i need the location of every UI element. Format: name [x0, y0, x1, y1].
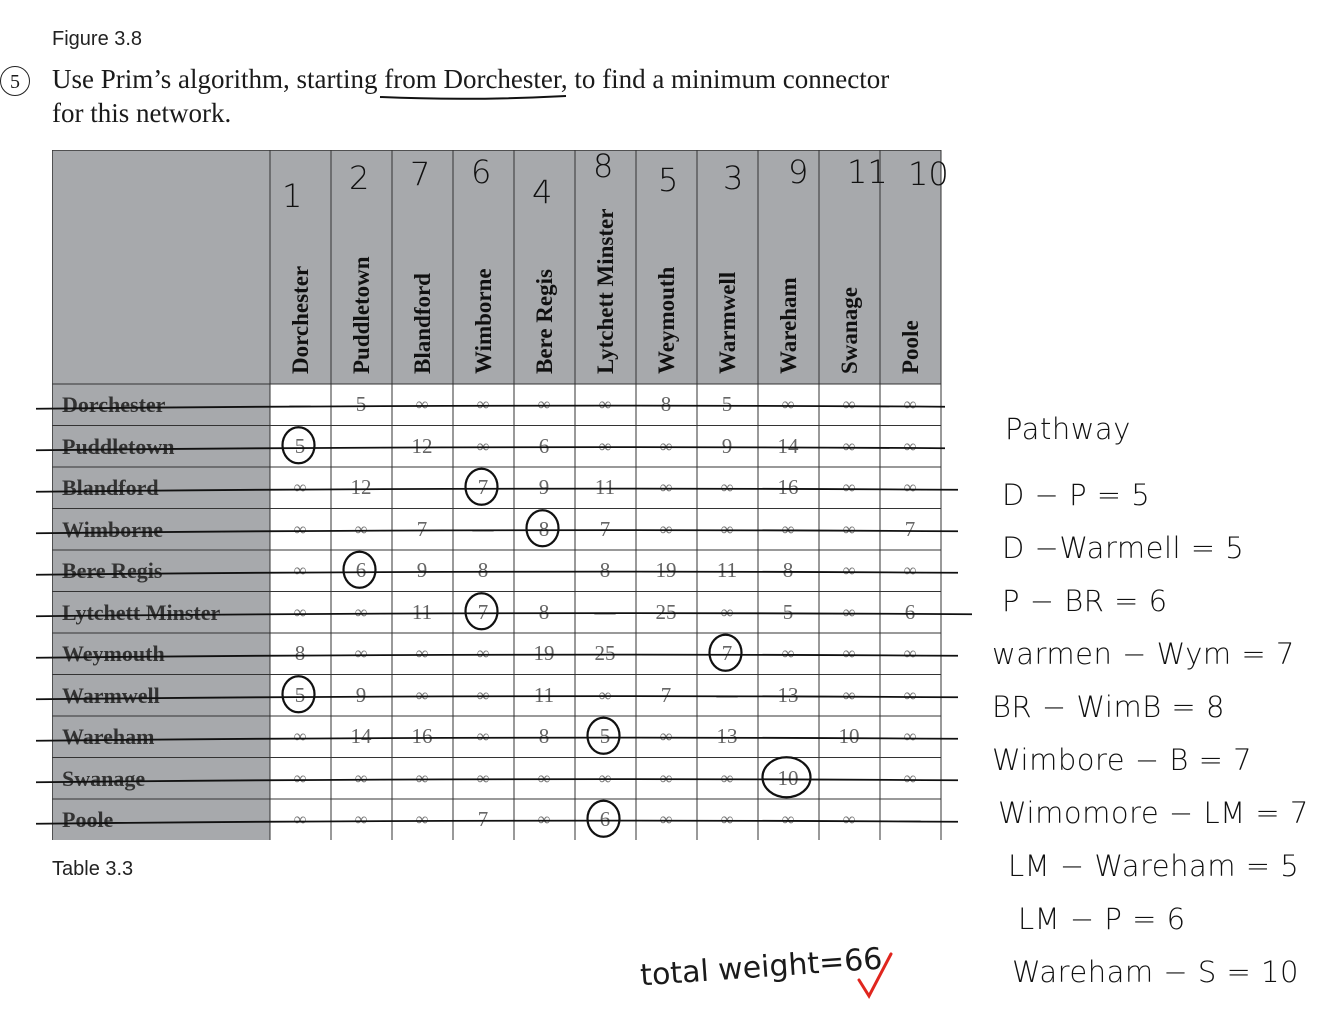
column-header: Blandford [409, 273, 435, 374]
table-cell: ∞ [842, 518, 856, 539]
table-cell: ∞ [354, 601, 368, 622]
table-caption: Table 3.3 [52, 858, 134, 880]
table-cell: ∞ [415, 394, 429, 414]
table-cell: ∞ [659, 435, 673, 456]
table-cell: ∞ [354, 518, 368, 539]
table-cell: 8 [294, 641, 306, 665]
column-order-number: 6 [471, 153, 492, 191]
table-cell: ∞ [720, 767, 734, 788]
column-header: Bere Regis [531, 269, 557, 374]
table-cell: ∞ [720, 518, 734, 539]
table-cell: 6 [599, 807, 611, 831]
table-cell: 25 [594, 641, 616, 665]
table-cell: ∞ [598, 435, 612, 456]
column-header: Wimborne [470, 268, 496, 374]
table-cell: 8 [599, 558, 611, 582]
table-cell: 9 [355, 682, 367, 707]
table-cell: ∞ [659, 477, 673, 497]
table-cell: ∞ [659, 518, 673, 539]
table-cell: 12 [411, 433, 433, 458]
row-header: Swanage [62, 765, 146, 791]
pathway-step: D −Warmell = 5 [1002, 531, 1245, 565]
table-cell: ∞ [842, 684, 856, 705]
table-cell: 11 [533, 682, 555, 707]
table-cell: ∞ [476, 684, 490, 705]
table-cell: 8 [660, 392, 672, 416]
table-cell: 7 [477, 807, 489, 831]
table-cell: 7 [416, 516, 428, 541]
table-cell: 19 [533, 641, 555, 665]
column-header: Weymouth [653, 266, 679, 374]
column-header: Poole [897, 320, 923, 374]
column-header: Swanage [836, 287, 862, 374]
table-cell: 5 [721, 392, 733, 416]
column-order-number: 4 [532, 173, 553, 211]
table-cell: — [777, 724, 799, 748]
column-order-number: 5 [658, 161, 679, 199]
table-cell: 7 [477, 475, 489, 499]
table-cell: 8 [782, 558, 794, 582]
table-cell: — [716, 682, 738, 707]
column-header: Wareham [775, 277, 801, 374]
table-cell: 7 [904, 516, 916, 541]
table-cell: 13 [716, 724, 738, 748]
table-cell: 9 [721, 433, 733, 458]
table-cell: 7 [599, 516, 611, 541]
table-cell: ∞ [476, 726, 490, 746]
table-cell: — [350, 433, 372, 458]
pathway-step: BR − WimB = 8 [992, 690, 1225, 724]
table-cell: 5 [599, 724, 611, 748]
table-cell: 11 [594, 475, 616, 499]
column-order-number: 1 [282, 177, 303, 215]
table-cell: ∞ [659, 809, 673, 829]
row-header: Bere Regis [62, 558, 163, 583]
column-header: Puddletown [348, 256, 374, 374]
question-text-line-1: Use Prim’s algorithm, starting from Dorchester, to find a minimum connector [52, 64, 890, 94]
column-order-number: 7 [410, 155, 431, 193]
table-cell: 14 [350, 724, 372, 748]
table-cell: ∞ [598, 394, 612, 414]
table-cell: ∞ [720, 809, 734, 829]
column-order-number: 2 [349, 159, 370, 197]
pathway-step: Wimomore − LM = 7 [998, 796, 1309, 830]
table-cell: ∞ [476, 767, 490, 788]
table-cell: ∞ [903, 560, 917, 580]
table-cell: — [533, 558, 555, 582]
row-header: Poole [62, 807, 114, 832]
column-order-number: 9 [788, 153, 809, 191]
row-header: Weymouth [62, 641, 165, 666]
pathway-step: P − BR = 6 [1002, 584, 1168, 618]
table-cell: ∞ [842, 643, 856, 663]
table-cell: ∞ [415, 809, 429, 829]
table-cell: ∞ [842, 477, 856, 497]
pathway-step: Wareham − S = 10 [1012, 955, 1299, 989]
table-cell: 13 [777, 682, 799, 707]
table-cell: ∞ [720, 601, 734, 622]
table-cell: ∞ [476, 643, 490, 663]
pathway-step: LM − P = 6 [1018, 902, 1186, 936]
table-cell: 19 [655, 558, 677, 582]
table-cell: ∞ [842, 435, 856, 456]
distance-table [52, 150, 942, 840]
table-cell: 10 [777, 765, 799, 790]
pathway-step: D − P = 5 [1002, 478, 1151, 512]
row-header: Warmwell [62, 682, 160, 708]
table-cell: 7 [721, 641, 733, 665]
table-cell: — [838, 765, 860, 790]
table-cell: ∞ [781, 809, 795, 829]
table-cell: 16 [777, 475, 799, 499]
table-cell: ∞ [781, 394, 795, 414]
table-cell: ∞ [659, 767, 673, 788]
table-cell: 5 [294, 682, 306, 707]
figure-label: Figure 3.8 [52, 28, 143, 50]
row-header: Lytchett Minster [62, 599, 221, 625]
table-cell: 6 [538, 433, 550, 458]
table-cell: ∞ [293, 560, 307, 580]
table-cell: ∞ [293, 518, 307, 539]
table-cell: ∞ [781, 643, 795, 663]
table-cell: ∞ [720, 477, 734, 497]
table-cell: 8 [477, 558, 489, 582]
column-order-number: 8 [593, 147, 614, 185]
table-cell: ∞ [598, 684, 612, 705]
table-cell: ∞ [842, 560, 856, 580]
table-cell: 8 [538, 516, 550, 541]
row-header: Wareham [62, 724, 155, 749]
column-header: Lytchett Minster [592, 208, 618, 374]
question-number: 5 [0, 66, 30, 96]
table-cell: ∞ [537, 767, 551, 788]
table-cell: — [411, 475, 433, 499]
table-cell: ∞ [293, 809, 307, 829]
table-cell: — [472, 516, 494, 541]
column-header: Warmwell [714, 271, 740, 374]
table-cell: 7 [660, 682, 672, 707]
underline-mark [380, 96, 566, 99]
pathway-step: Wimbore − B = 7 [992, 743, 1253, 777]
table-cell: — [289, 392, 311, 416]
row-header: Blandford [62, 475, 159, 500]
table-cell: ∞ [293, 767, 307, 788]
table-cell: ∞ [293, 601, 307, 622]
column-order-number: 3 [723, 159, 744, 197]
table-cell: ∞ [537, 809, 551, 829]
table-cell: 6 [904, 599, 916, 624]
table-cell: ∞ [903, 643, 917, 663]
table-cell: — [655, 641, 677, 665]
column-header: Dorchester [287, 265, 313, 374]
total-weight: total weight=66 [639, 941, 884, 994]
row-header: Puddletown [62, 433, 175, 459]
table-cell: 8 [538, 599, 550, 624]
table-cell: 25 [655, 599, 677, 624]
table-cell: ∞ [842, 394, 856, 414]
table-cell: — [594, 599, 616, 624]
table-cell: ∞ [659, 726, 673, 746]
table-cell: 14 [777, 433, 799, 458]
table-cell: ∞ [415, 684, 429, 705]
table-cell: 6 [355, 558, 367, 582]
column-order-number: 11 [847, 153, 888, 191]
table-cell: 11 [411, 599, 433, 624]
table-cell: ∞ [903, 394, 917, 414]
table-cell: ∞ [537, 394, 551, 414]
check-mark-icon [855, 950, 895, 1002]
table-cell: 11 [716, 558, 738, 582]
table-cell: ∞ [354, 643, 368, 663]
table-cell: ∞ [903, 767, 917, 788]
table-cell: ∞ [354, 767, 368, 788]
table-cell: ∞ [293, 726, 307, 746]
table-cell: ∞ [842, 809, 856, 829]
column-order-number: 10 [908, 155, 949, 193]
pathway-title: Pathway [1005, 412, 1131, 446]
table-cell: 9 [416, 558, 428, 582]
table-cell: 5 [355, 392, 367, 416]
table-cell: ∞ [842, 601, 856, 622]
table-cell: ∞ [903, 726, 917, 746]
pathway-step: warmen − Wym = 7 [992, 637, 1295, 671]
table-cell: 7 [477, 599, 489, 624]
row-header: Dorchester [62, 392, 166, 417]
question-text-line-2: for this network. [52, 98, 232, 128]
table-cell: ∞ [903, 435, 917, 456]
table-cell: 9 [538, 475, 550, 499]
table-cell: ∞ [781, 518, 795, 539]
table-cell: ∞ [476, 435, 490, 456]
table-cell: 5 [294, 433, 306, 458]
table-cell: 5 [782, 599, 794, 624]
table-cell: ∞ [293, 477, 307, 497]
pathway-step: LM − Wareham = 5 [1008, 849, 1300, 883]
table-cell: ∞ [415, 767, 429, 788]
row-header: Wimborne [62, 516, 164, 542]
table-cell: — [899, 807, 921, 831]
table-cell: 10 [838, 724, 860, 748]
table-cell: ∞ [476, 394, 490, 414]
table-cell: ∞ [903, 477, 917, 497]
table-cell: ∞ [598, 767, 612, 788]
table-cell: ∞ [903, 684, 917, 705]
table-cell: 8 [538, 724, 550, 748]
table-cell: 12 [350, 475, 372, 499]
table-cell: ∞ [354, 809, 368, 829]
table-cell: ∞ [415, 643, 429, 663]
table-cell: 16 [411, 724, 433, 748]
